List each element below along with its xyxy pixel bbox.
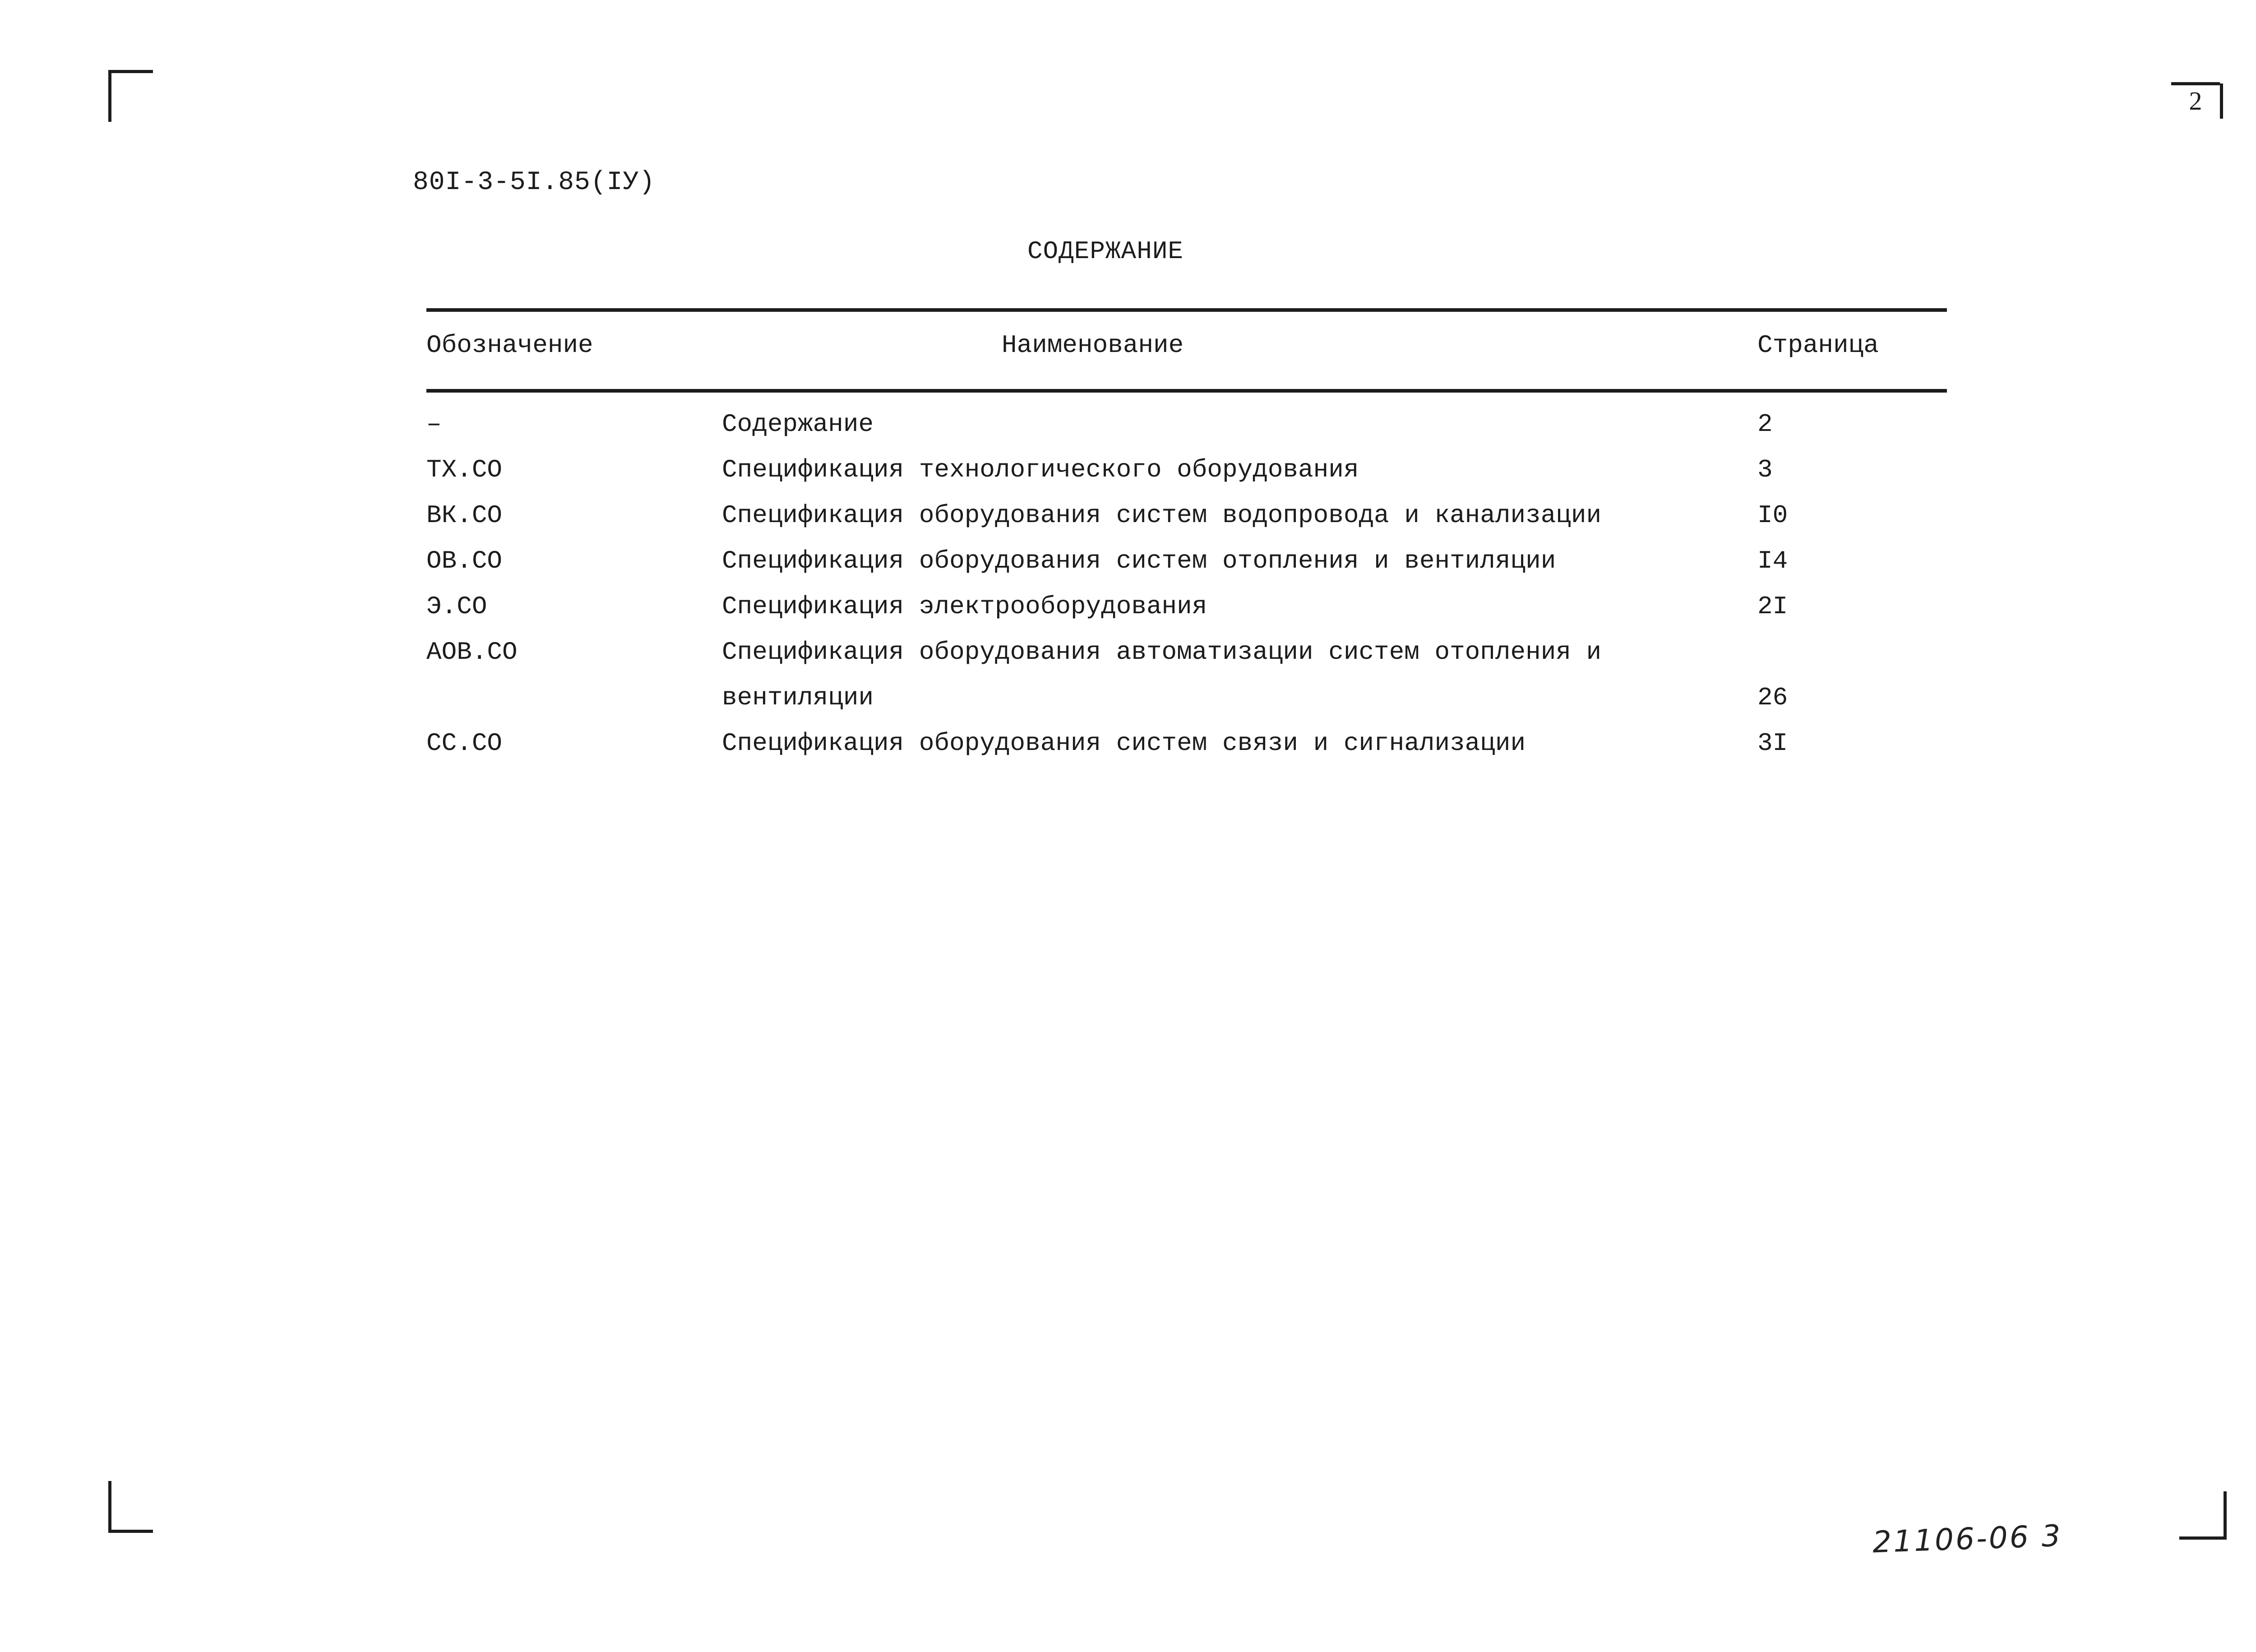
inventory-stamp: 21106-06 3 — [1872, 1518, 2063, 1560]
row-name: Спецификация технологического оборудования — [722, 455, 1359, 484]
frame-corner-bottom-right — [2179, 1491, 2227, 1540]
row-designation: АОВ.СО — [426, 638, 518, 666]
frame-corner-bottom-left — [108, 1481, 153, 1533]
table-row — [0, 546, 2256, 592]
row-name: Спецификация электрооборудования — [722, 592, 1207, 621]
table-row — [0, 592, 2256, 637]
table-row — [0, 501, 2256, 546]
table-header-rule — [426, 389, 1947, 393]
row-name: Содержание — [722, 410, 874, 439]
page-title: СОДЕРЖАНИЕ — [1027, 237, 1184, 266]
row-designation: ТХ.СО — [426, 455, 503, 484]
row-page: 26 — [1757, 683, 1788, 712]
row-designation: – — [426, 410, 442, 439]
row-designation: ВК.СО — [426, 501, 503, 530]
sheet-number-box — [2171, 82, 2220, 118]
row-page: 2 — [1757, 410, 1773, 439]
row-designation: Э.СО — [426, 592, 487, 621]
row-designation: ОВ.СО — [426, 546, 503, 575]
row-name: Спецификация оборудования автоматизации систем отопления и — [722, 638, 1602, 666]
table-row — [0, 638, 2256, 683]
row-name: Спецификация оборудования систем связи и сигнализации — [722, 729, 1526, 758]
row-page: 3I — [1757, 729, 1788, 758]
table-row — [0, 455, 2256, 500]
frame-corner-top-left — [108, 70, 153, 122]
column-header-page: Страница — [1757, 331, 1879, 360]
row-name: Спецификация оборудования систем отопления и вентиляции — [722, 546, 1556, 575]
row-page: 2I — [1757, 592, 1788, 621]
row-page: I4 — [1757, 546, 1788, 575]
frame-corner-top-right — [2220, 83, 2223, 119]
row-name: Спецификация оборудования систем водопровода и канализации — [722, 501, 1602, 530]
table-row — [0, 729, 2256, 774]
row-name: вентиляции — [722, 683, 874, 712]
sheet-number: 2 — [2189, 86, 2202, 116]
row-designation: СС.СО — [426, 729, 503, 758]
column-header-designation: Обозначение — [426, 331, 593, 360]
row-page: 3 — [1757, 455, 1773, 484]
table-row — [0, 683, 2256, 728]
document-code: 80I-3-5I.85(IУ) — [413, 168, 656, 197]
column-header-name: Наименование — [1002, 331, 1184, 360]
row-page: I0 — [1757, 501, 1788, 530]
table-top-rule — [426, 308, 1947, 312]
table-row — [0, 410, 2256, 455]
